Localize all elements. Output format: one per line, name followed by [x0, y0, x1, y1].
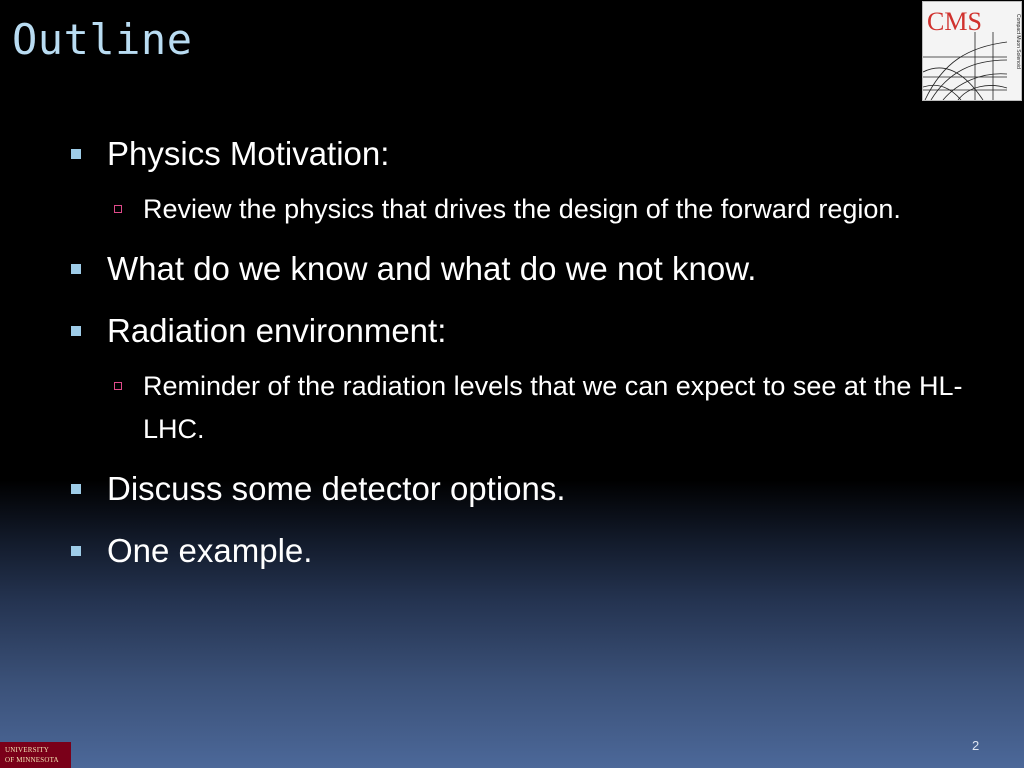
cms-logo — [922, 1, 1022, 101]
outline-item-label: Discuss some detector options. — [107, 470, 566, 507]
slide-title: Outline — [12, 15, 193, 64]
outline-subitem-physics-review — [143, 188, 963, 231]
outline-item-label: One example. — [107, 532, 313, 569]
outline-item-label: Radiation environment: — [107, 312, 447, 349]
cms-logo-text: CMS — [927, 7, 982, 36]
outline-list — [70, 132, 990, 591]
university-logo-line2: OF MINNESOTA — [5, 756, 59, 764]
university-logo-line1: UNIVERSITY — [5, 746, 49, 754]
outline-item-example — [70, 529, 990, 573]
cms-logo-graphic — [923, 2, 1021, 100]
square-bullet-icon — [71, 484, 81, 494]
hollow-square-bullet-icon — [114, 382, 122, 390]
square-bullet-icon — [71, 326, 81, 336]
outline-item-physics-motivation — [70, 132, 990, 176]
outline-subitem-text: Reminder of the radiation levels that we can expect to see at the HL-LHC. — [143, 371, 963, 444]
outline-subitem-text: Review the physics that drives the design of the forward region. — [143, 194, 901, 224]
outline-item-label: What do we know and what do we not know. — [107, 250, 757, 287]
hollow-square-bullet-icon — [114, 205, 122, 213]
outline-item-radiation-environment — [70, 309, 990, 353]
outline-item-label: Physics Motivation: — [107, 135, 390, 172]
cms-logo-side-text: Compact Muon Solenoid — [1015, 14, 1021, 69]
square-bullet-icon — [71, 264, 81, 274]
university-logo — [0, 742, 71, 768]
outline-item-knowns — [70, 247, 990, 291]
outline-subitem-radiation-levels — [143, 365, 963, 451]
page-number: 2 — [972, 738, 980, 753]
square-bullet-icon — [71, 546, 81, 556]
square-bullet-icon — [71, 149, 81, 159]
outline-item-detector-options — [70, 467, 990, 511]
